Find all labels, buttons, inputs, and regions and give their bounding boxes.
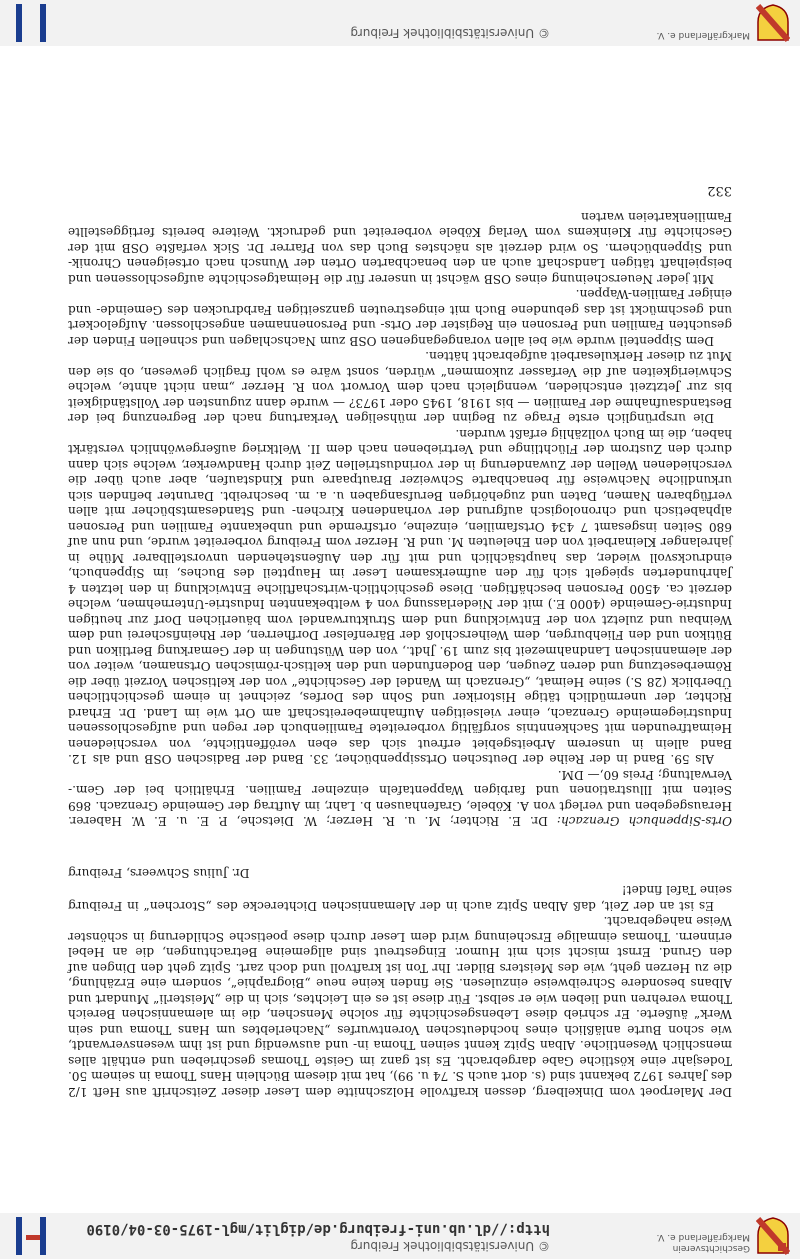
source-url[interactable]: http://dl.ub.uni-freiburg.de/diglit/mgl-1975-03-04/0190 bbox=[86, 1221, 550, 1237]
review-title: Orts-Sippenbuch Grenzach: bbox=[556, 814, 732, 829]
footer-banner bbox=[0, 0, 800, 46]
library-credit: © Universitätsbibliothek Freiburg bbox=[350, 26, 550, 40]
review-spitz-thoma bbox=[68, 865, 732, 1100]
digitization-marks-icon bbox=[10, 1217, 50, 1255]
reviewer-signature: Dr. Julius Schweers, Freiburg bbox=[68, 866, 250, 880]
page-number: 332 bbox=[707, 183, 732, 199]
paragraph: Mit jeder Neuerscheinung eines OSB wächst in unserer für die Heimatgeschichte aufgeschlossenen und beispielhaft tätigen Landschaft auch an den benachbarten Orten der Wunsch nach ortseigenen Chronik- und Sippenbüchern. So wird derzeit als nächstes Buch das von Pfarrer Dr. Sick verfaßte OSB mit der Geschichte für Kleinkems vom Verlag Köbele vorbereitet und gedruckt. Weitere bereits fertiggestellte Familienkarteien warten bbox=[68, 210, 732, 286]
digitization-marks-icon bbox=[10, 4, 50, 42]
paragraph bbox=[68, 767, 732, 829]
paragraph: Die ursprünglich erste Frage zu Beginn der mühseligen Verkartung nach der Begrenzung bei der Bestandsaufnahme der Familien — bis 1918, 1945 oder 1973? — wurde dann zugunsten der Vollständigkeit bis zur Jetztzeit entschieden, wenngleich nach dem Vorwort von R. Herzer „man nicht ahnte, welche Schwierigkeiten auf die Verfasser zukommen“ würden, sonst wäre es wohl fraglich gewesen, ob sie den Mut zu dieser Herkulesarbeit aufgebracht hätten. bbox=[68, 349, 732, 426]
paragraph: Es ist an der Zeit, daß Alban Spitz auch in der Alemannischen Dichterecke des „Storchen“ in Freiburg seine Tafel findet! bbox=[68, 883, 732, 913]
coat-of-arms-logo bbox=[756, 4, 790, 42]
paragraph: Der Malerpoet vom Dinkelberg, dessen kraftvolle Holzschnitte dem Leser dieser Zeitschrift aus Heft 1/2 des Jahres 1972 bekannt sind (s. dort auch S. 74 u. 99), hat mit diesem Büchlein Hans Thoma in seinem 50. Todesjahr eine köstliche Gabe dargebracht. Es ist ganz im Geiste Thomas geschrieben und enthält alles menschlich Wesentliche. Alban Spitz kennt seinen Thoma in- und auswendig und ist ihm wesensverwandt, wie schon Burte anläßlich eines hochdeutschen Vorentwurfes „Nacherlebtes um Hans Thoma und sein Werk“ äußerte. Er schrieb diese Lebensgeschichte für solche Menschen, die im alemannischen Bereich Thoma verehren und lieben wie er selbst. Für diese ist es ein Leichtes, sich in die „Meisterli“ Mundart und Albans besondere Schreibweise einzulesen. Sie finden keine neue „Biographie“, sondern eine Erzählung, die zu Herzen geht, wie des Meisters Bilder. Ihr Ton ist kraftvoll und doch zart. Spitz geht den Dingen auf den Grund. Ernst mischt sich mit Humor. Eingestreut sind allgemeine Betrachtungen, die an Hebel erinnern. Thomas einmalige Erscheinung wird dem Leser durch diese poetische Schilderung in schönster Weise nahegebracht. bbox=[68, 914, 732, 1099]
page-body bbox=[68, 184, 732, 1100]
org-name: Geschichtsverein Markgräflerland e. V. bbox=[656, 1232, 750, 1253]
paragraph: Als 59. Band in der Reihe der Deutschen Ortssippenbücher, 33. Band der Badischen OSB und als 12. Band allein in unserem Arbeitsgebiet erfreut sich das eben veröffentlichte, von verschiedenen Heimatfreunden mit Sachkenntnis sorgfältig vorbereitete Familienbuch der regen und aufgeschlossenen Industriegemeinde Grenzach, einer vielseitigen Aufnahmebereitschaft am Ort wie im Land. Dr. Erhard Richter, der unermüdlich tätige Historiker und Sohn des Dorfes, zeichnet in einem geschichtlichen Überblick (28 S.) seine Heimat, „Grenzach im Wandel der Geschichte“ von der keltischen Vorzeit über die Römerbesetzung und deren Zeugen, den Bodenfunden und den keltisch-römischen Ortsnamen, weiter von der alemannischen Landnahmezeit bis zum 19. Jhdt., von den Wüstungen in der Gemarkung Bertlikon und Bütikon und den Fliehburgen, dem Weiherschloß der Bärenfelser Dorfherren, der Rheinfischerei und dem Weinbau und zuletzt von der Entwicklung und dem Strukturwandel vom bäuerlichen Dorf zur heutigen Industrie-Gemeinde (4000 E.) mit der Niederlassung von 4 weltbekannten Industrie-Unternehmen, welche derzeit ca. 4500 Personen beschäftigen. Diese geschichtlich-wirtschaftliche Entwicklung in den letzten 4 Jahrhunderten spiegelt sich für den aufmerksamen Leser im Hauptteil des Buches, im Sippenbuch, eindrucksvoll wieder, das hauptsächlich und mit für den Außenstehenden unvorstellbarer Mühe in jahrelanger Kleinarbeit von den Eheleuten M. und R. Herzer vom Freiburg vorbereitet wurde, und nun auf 680 Seiten insgesamt 7 434 Ortsfamilien, einzelne, ortsfremde und unbekannte Familien und Personen alphabetisch und chronologisch aufgrund der vorhandenen Kirchen- und Standesamtsbücher mit allen verfügbaren Namen, Daten und zugehörigen Berufsangaben u. a. m. beschreibt. Darunter befinden sich urkundliche Nachweise für benachbarte Schweizer Brautpaare und Kindstaufen, aber auch über die verschiedenen Wellen der Zuwanderung in der vorindustriellen Zeit durch Handwerker, welche sich dann durch den Zustrom der Flüchtlinge und Vertriebenen nach dem II. Weltkrieg außergewöhnlich verstärkt haben, die im Buch vollzählig erfaßt wurden. bbox=[68, 427, 732, 767]
bibliographic-info: Dr. E. Richter; M. u. R. Herzer; W. Dietsche, P. E. u. E. W. Haberer. Herausgegeben und verlegt von A. Köbele, Grafenhausen b. Lahr, im Auftrag der Gemeinde Grenzach. 869 Seiten mit Illustrationen und farbigen Wappentafeln einzelner Familien. Erhältlich bei der Gem.-Verwaltung; Preis 60,— DM. bbox=[68, 768, 732, 829]
library-credit: © Universitätsbibliothek Freiburg bbox=[350, 1239, 550, 1253]
review-ortssippenbuch-grenzach bbox=[68, 209, 732, 829]
org-name: Markgräflerland e. V. bbox=[656, 30, 750, 40]
paragraph: Dem Sippenteil wurde wie bei allen vorangegangenen OSB zum Nachschlagen und schnellen Finden der gesuchten Familien und Personen ein Register der Orts- und Personennamen angeschlossen. Aufgelockert und geschmückt ist das gebundene Buch mit eingestreuten ganzseitigen Farbdrucken des Gemeinde- und einiger Familien-Wappen. bbox=[68, 287, 732, 348]
header-banner bbox=[0, 1213, 800, 1259]
coat-of-arms-logo bbox=[756, 1217, 790, 1255]
